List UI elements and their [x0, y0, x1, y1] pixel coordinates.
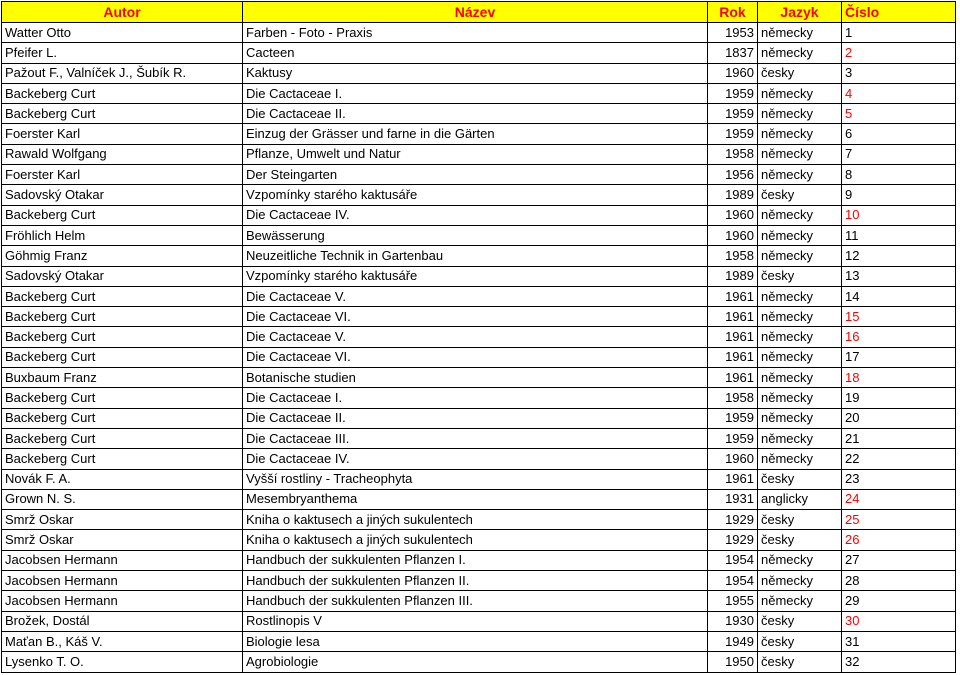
cell-jazyk: německy — [758, 104, 842, 124]
header-autor: Autor — [2, 2, 243, 23]
cell-autor: Backeberg Curt — [2, 388, 243, 408]
cell-autor: Jacobsen Hermann — [2, 591, 243, 611]
cell-cislo: 16 — [842, 327, 956, 347]
cell-cislo: 18 — [842, 368, 956, 388]
cell-nazev: Botanische studien — [243, 368, 708, 388]
cell-autor: Pfeifer L. — [2, 43, 243, 63]
cell-rok: 1950 — [708, 652, 758, 672]
cell-jazyk: česky — [758, 469, 842, 489]
cell-jazyk: německy — [758, 307, 842, 327]
cell-jazyk: německy — [758, 83, 842, 103]
cell-nazev: Handbuch der sukkulenten Pflanzen I. — [243, 550, 708, 570]
cell-rok: 1959 — [708, 408, 758, 428]
cell-jazyk: německy — [758, 327, 842, 347]
cell-nazev: Vzpomínky starého kaktusáře — [243, 185, 708, 205]
cell-nazev: Vyšší rostliny - Tracheophyta — [243, 469, 708, 489]
cell-autor: Grown N. S. — [2, 489, 243, 509]
table-row — [2, 23, 956, 43]
cell-nazev: Neuzeitliche Technik in Gartenbau — [243, 246, 708, 266]
cell-nazev: Die Cactaceae V. — [243, 327, 708, 347]
cell-rok: 1958 — [708, 246, 758, 266]
cell-rok: 1953 — [708, 23, 758, 43]
cell-cislo: 11 — [842, 225, 956, 245]
cell-cislo: 3 — [842, 63, 956, 83]
cell-nazev: Die Cactaceae I. — [243, 83, 708, 103]
cell-rok: 1989 — [708, 185, 758, 205]
table-row — [2, 327, 956, 347]
cell-cislo: 30 — [842, 611, 956, 631]
cell-cislo: 14 — [842, 286, 956, 306]
table-row — [2, 611, 956, 631]
cell-cislo: 19 — [842, 388, 956, 408]
cell-autor: Sadovský Otakar — [2, 185, 243, 205]
cell-jazyk: německy — [758, 144, 842, 164]
table-row — [2, 449, 956, 469]
cell-cislo: 1 — [842, 23, 956, 43]
cell-rok: 1930 — [708, 611, 758, 631]
book-list-table — [1, 1, 956, 673]
table-row — [2, 124, 956, 144]
cell-jazyk: německy — [758, 205, 842, 225]
table-row — [2, 388, 956, 408]
cell-rok: 1960 — [708, 63, 758, 83]
cell-cislo: 6 — [842, 124, 956, 144]
cell-rok: 1961 — [708, 368, 758, 388]
cell-autor: Fröhlich Helm — [2, 225, 243, 245]
cell-cislo: 2 — [842, 43, 956, 63]
cell-autor: Smrž Oskar — [2, 510, 243, 530]
cell-rok: 1954 — [708, 571, 758, 591]
cell-autor: Backeberg Curt — [2, 205, 243, 225]
cell-jazyk: německy — [758, 23, 842, 43]
cell-cislo: 20 — [842, 408, 956, 428]
cell-cislo: 17 — [842, 347, 956, 367]
cell-autor: Watter Otto — [2, 23, 243, 43]
cell-nazev: Kaktusy — [243, 63, 708, 83]
cell-jazyk: německy — [758, 225, 842, 245]
table-row — [2, 489, 956, 509]
cell-nazev: Farben - Foto - Praxis — [243, 23, 708, 43]
cell-autor: Backeberg Curt — [2, 327, 243, 347]
table-row — [2, 225, 956, 245]
cell-jazyk: německy — [758, 428, 842, 448]
cell-nazev: Die Cactaceae II. — [243, 408, 708, 428]
cell-nazev: Rostlinopis V — [243, 611, 708, 631]
cell-jazyk: česky — [758, 266, 842, 286]
cell-jazyk: německy — [758, 449, 842, 469]
cell-jazyk: česky — [758, 631, 842, 651]
cell-nazev: Pflanze, Umwelt und Natur — [243, 144, 708, 164]
cell-autor: Backeberg Curt — [2, 408, 243, 428]
table-row — [2, 104, 956, 124]
header-nazev: Název — [243, 2, 708, 23]
cell-cislo: 24 — [842, 489, 956, 509]
cell-autor: Rawald Wolfgang — [2, 144, 243, 164]
cell-autor: Backeberg Curt — [2, 347, 243, 367]
table-row — [2, 185, 956, 205]
cell-autor: Backeberg Curt — [2, 104, 243, 124]
cell-nazev: Die Cactaceae VI. — [243, 347, 708, 367]
cell-jazyk: česky — [758, 510, 842, 530]
cell-rok: 1989 — [708, 266, 758, 286]
cell-autor: Lysenko T. O. — [2, 652, 243, 672]
cell-autor: Novák F. A. — [2, 469, 243, 489]
cell-cislo: 12 — [842, 246, 956, 266]
cell-cislo: 22 — [842, 449, 956, 469]
cell-rok: 1949 — [708, 631, 758, 651]
cell-nazev: Agrobiologie — [243, 652, 708, 672]
cell-rok: 1961 — [708, 327, 758, 347]
table-row — [2, 144, 956, 164]
table-row — [2, 408, 956, 428]
cell-autor: Buxbaum Franz — [2, 368, 243, 388]
cell-nazev: Kniha o kaktusech a jiných sukulentech — [243, 530, 708, 550]
cell-rok: 1961 — [708, 307, 758, 327]
table-row — [2, 631, 956, 651]
cell-autor: Pažout F., Valníček J., Šubík R. — [2, 63, 243, 83]
cell-nazev: Die Cactaceae IV. — [243, 449, 708, 469]
cell-jazyk: německy — [758, 388, 842, 408]
header-jazyk: Jazyk — [758, 2, 842, 23]
table-row — [2, 246, 956, 266]
cell-cislo: 28 — [842, 571, 956, 591]
cell-jazyk: česky — [758, 530, 842, 550]
cell-rok: 1961 — [708, 347, 758, 367]
cell-jazyk: německy — [758, 124, 842, 144]
cell-autor: Maťan B., Káš V. — [2, 631, 243, 651]
cell-nazev: Die Cactaceae VI. — [243, 307, 708, 327]
cell-autor: Backeberg Curt — [2, 428, 243, 448]
cell-autor: Backeberg Curt — [2, 449, 243, 469]
table-row — [2, 652, 956, 672]
cell-nazev: Die Cactaceae II. — [243, 104, 708, 124]
cell-cislo: 13 — [842, 266, 956, 286]
cell-autor: Backeberg Curt — [2, 307, 243, 327]
cell-cislo: 29 — [842, 591, 956, 611]
cell-autor: Smrž Oskar — [2, 530, 243, 550]
cell-cislo: 26 — [842, 530, 956, 550]
cell-autor: Foerster Karl — [2, 165, 243, 185]
cell-cislo: 15 — [842, 307, 956, 327]
table-row — [2, 43, 956, 63]
table-row — [2, 530, 956, 550]
cell-rok: 1958 — [708, 144, 758, 164]
cell-cislo: 31 — [842, 631, 956, 651]
cell-jazyk: německy — [758, 347, 842, 367]
table-row — [2, 510, 956, 530]
table-row — [2, 347, 956, 367]
cell-jazyk: německy — [758, 43, 842, 63]
cell-rok: 1956 — [708, 165, 758, 185]
cell-rok: 1931 — [708, 489, 758, 509]
table-row — [2, 591, 956, 611]
header-cislo: Číslo — [842, 2, 956, 23]
cell-nazev: Kniha o kaktusech a jiných sukulentech — [243, 510, 708, 530]
table-row — [2, 368, 956, 388]
cell-rok: 1929 — [708, 510, 758, 530]
cell-cislo: 32 — [842, 652, 956, 672]
cell-rok: 1955 — [708, 591, 758, 611]
cell-nazev: Cacteen — [243, 43, 708, 63]
cell-jazyk: česky — [758, 63, 842, 83]
cell-nazev: Die Cactaceae V. — [243, 286, 708, 306]
cell-jazyk: německy — [758, 550, 842, 570]
cell-rok: 1960 — [708, 449, 758, 469]
cell-jazyk: česky — [758, 611, 842, 631]
cell-jazyk: německy — [758, 165, 842, 185]
cell-nazev: Der Steingarten — [243, 165, 708, 185]
cell-rok: 1959 — [708, 428, 758, 448]
header-row — [2, 2, 956, 23]
cell-autor: Foerster Karl — [2, 124, 243, 144]
cell-cislo: 10 — [842, 205, 956, 225]
cell-jazyk: německy — [758, 571, 842, 591]
table-header — [2, 2, 956, 23]
cell-autor: Jacobsen Hermann — [2, 550, 243, 570]
cell-nazev: Einzug der Grässer und farne in die Gärten — [243, 124, 708, 144]
cell-nazev: Handbuch der sukkulenten Pflanzen III. — [243, 591, 708, 611]
table-row — [2, 286, 956, 306]
table-row — [2, 307, 956, 327]
cell-cislo: 7 — [842, 144, 956, 164]
cell-autor: Brožek, Dostál — [2, 611, 243, 631]
header-rok: Rok — [708, 2, 758, 23]
cell-rok: 1959 — [708, 83, 758, 103]
table-body — [2, 23, 956, 673]
cell-nazev: Vzpomínky starého kaktusáře — [243, 266, 708, 286]
table-row — [2, 83, 956, 103]
cell-rok: 1961 — [708, 286, 758, 306]
cell-rok: 1958 — [708, 388, 758, 408]
table-row — [2, 205, 956, 225]
cell-nazev: Die Cactaceae III. — [243, 428, 708, 448]
cell-cislo: 5 — [842, 104, 956, 124]
cell-nazev: Biologie lesa — [243, 631, 708, 651]
cell-nazev: Handbuch der sukkulenten Pflanzen II. — [243, 571, 708, 591]
cell-jazyk: česky — [758, 652, 842, 672]
cell-jazyk: německy — [758, 286, 842, 306]
cell-nazev: Die Cactaceae IV. — [243, 205, 708, 225]
cell-jazyk: německy — [758, 246, 842, 266]
table-row — [2, 428, 956, 448]
cell-rok: 1961 — [708, 469, 758, 489]
cell-rok: 1959 — [708, 104, 758, 124]
cell-cislo: 8 — [842, 165, 956, 185]
cell-jazyk: anglicky — [758, 489, 842, 509]
cell-nazev: Mesembryanthema — [243, 489, 708, 509]
cell-nazev: Bewässerung — [243, 225, 708, 245]
cell-rok: 1960 — [708, 225, 758, 245]
cell-cislo: 21 — [842, 428, 956, 448]
cell-rok: 1960 — [708, 205, 758, 225]
table-row — [2, 266, 956, 286]
cell-rok: 1959 — [708, 124, 758, 144]
cell-autor: Göhmig Franz — [2, 246, 243, 266]
table-row — [2, 165, 956, 185]
cell-cislo: 9 — [842, 185, 956, 205]
cell-cislo: 4 — [842, 83, 956, 103]
cell-cislo: 25 — [842, 510, 956, 530]
table-row — [2, 550, 956, 570]
cell-jazyk: německy — [758, 368, 842, 388]
table-row — [2, 571, 956, 591]
cell-nazev: Die Cactaceae I. — [243, 388, 708, 408]
cell-jazyk: německy — [758, 408, 842, 428]
cell-cislo: 23 — [842, 469, 956, 489]
cell-autor: Backeberg Curt — [2, 286, 243, 306]
table-row — [2, 63, 956, 83]
cell-autor: Sadovský Otakar — [2, 266, 243, 286]
table-row — [2, 469, 956, 489]
cell-rok: 1954 — [708, 550, 758, 570]
cell-rok: 1837 — [708, 43, 758, 63]
cell-cislo: 27 — [842, 550, 956, 570]
cell-rok: 1929 — [708, 530, 758, 550]
cell-autor: Backeberg Curt — [2, 83, 243, 103]
cell-autor: Jacobsen Hermann — [2, 571, 243, 591]
cell-jazyk: česky — [758, 185, 842, 205]
cell-jazyk: německy — [758, 591, 842, 611]
